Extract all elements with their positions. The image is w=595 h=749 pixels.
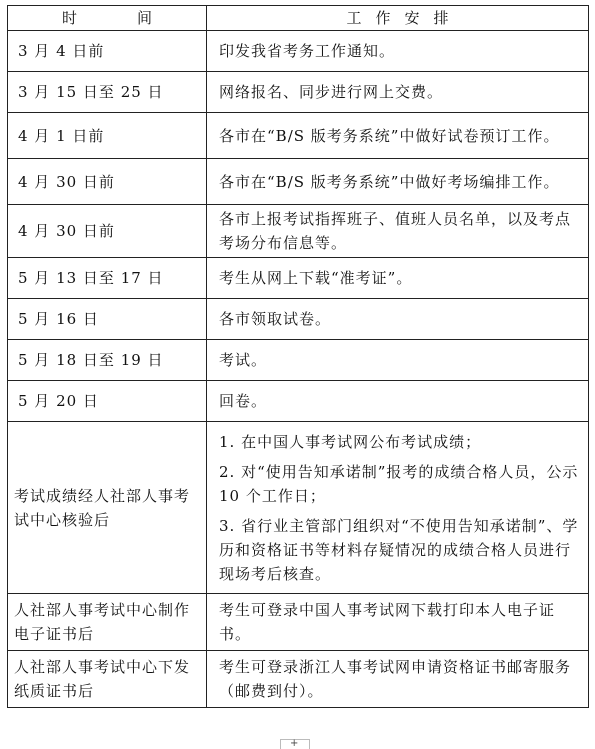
row-plan	[207, 159, 589, 205]
header-work-char: 作	[375, 9, 391, 27]
header-time-char: 间	[137, 9, 153, 27]
header-work-arrangement	[207, 6, 589, 31]
plan-item: 各市在“B/S 版考务系统”中做好试卷预订工作。	[219, 126, 560, 145]
row-plan	[207, 72, 589, 113]
header-work-char: 排	[433, 9, 449, 27]
plan-item: 各市在“B/S 版考务系统”中做好考场编排工作。	[219, 172, 560, 191]
row-plan	[207, 594, 589, 651]
plan-item: 考生从网上下载“准考证”。	[219, 269, 413, 287]
table-row	[8, 381, 589, 422]
row-time: 5 月 20 日	[8, 381, 207, 422]
row-time: 5 月 13 日至 17 日	[8, 258, 207, 299]
row-time: 4 月 30 日前	[8, 159, 207, 205]
row-plan	[207, 422, 589, 594]
header-work-char: 工	[346, 9, 362, 27]
row-plan	[207, 340, 589, 381]
row-time: 3 月 4 日前	[8, 31, 207, 72]
row-time: 考试成绩经人社部人事考试中心核验后	[8, 422, 207, 594]
table-row	[8, 340, 589, 381]
row-time: 5 月 18 日至 19 日	[8, 340, 207, 381]
row-time: 人社部人事考试中心制作电子证书后	[8, 594, 207, 651]
table-header-row	[8, 6, 589, 31]
row-time: 3 月 15 日至 25 日	[8, 72, 207, 113]
row-time: 4 月 1 日前	[8, 113, 207, 159]
table-row	[8, 159, 589, 205]
plan-item: 考试。	[219, 351, 268, 369]
table-row	[8, 594, 589, 651]
row-plan	[207, 31, 589, 72]
row-plan	[207, 651, 589, 708]
plan-item: 网络报名、同步进行网上交费。	[219, 83, 444, 101]
row-time: 人社部人事考试中心下发纸质证书后	[8, 651, 207, 708]
row-time: 4 月 30 日前	[8, 205, 207, 258]
row-plan	[207, 381, 589, 422]
plan-item: 3. 省行业主管部门组织对“不使用告知承诺制”、学历和资格证书等材料存疑情况的成绩合格人员进行现场考后核查。	[219, 516, 579, 583]
plan-item: 各市领取试卷。	[219, 310, 332, 328]
page-footer-plus: +	[290, 738, 299, 749]
plan-item: 1. 在中国人事考试网公布考试成绩；	[219, 432, 482, 451]
table-row	[8, 299, 589, 340]
table-row	[8, 205, 589, 258]
header-time	[8, 6, 207, 31]
row-time: 5 月 16 日	[8, 299, 207, 340]
plan-item: 印发我省考务工作通知。	[219, 42, 396, 60]
plan-item: 考生可登录浙江人事考试网申请资格证书邮寄服务（邮费到付）。	[219, 658, 572, 700]
schedule-table	[7, 5, 589, 708]
row-plan	[207, 258, 589, 299]
table-row	[8, 258, 589, 299]
plan-item: 2. 对“使用告知承诺制”报考的成绩合格人员，公示 10 个工作日；	[219, 462, 579, 505]
header-time-char: 时	[61, 9, 77, 27]
header-work-char: 安	[404, 9, 420, 27]
plan-item: 回卷。	[219, 392, 268, 410]
table-row	[8, 113, 589, 159]
table-row	[8, 651, 589, 708]
row-plan	[207, 205, 589, 258]
table-row	[8, 422, 589, 594]
plan-item: 各市上报考试指挥班子、值班人员名单，以及考点考场分布信息等。	[219, 210, 572, 252]
row-plan	[207, 113, 589, 159]
plan-item: 考生可登录中国人事考试网下载打印本人电子证书。	[219, 601, 556, 643]
row-plan	[207, 299, 589, 340]
table-row	[8, 31, 589, 72]
table-row	[8, 72, 589, 113]
